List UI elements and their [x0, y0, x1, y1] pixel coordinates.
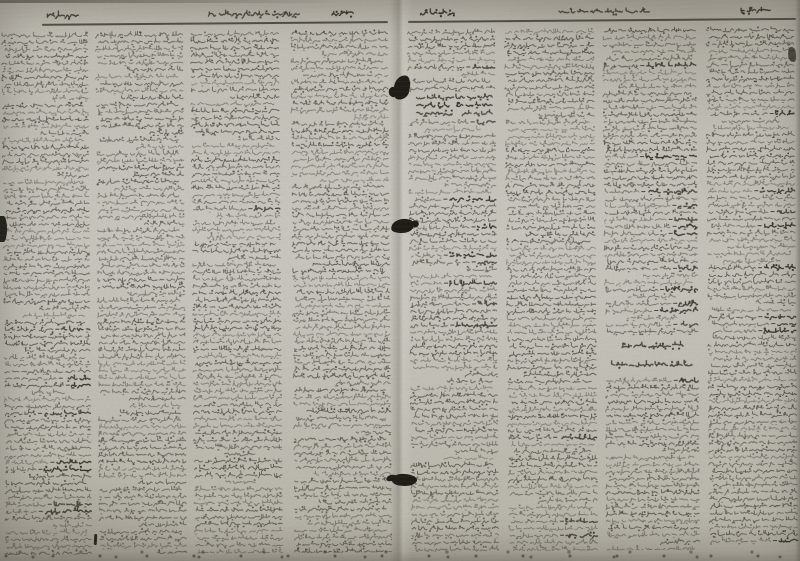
agenda-item-heading — [604, 337, 698, 376]
session-label-left — [44, 9, 79, 21]
text-column-c6 — [504, 27, 598, 551]
dash — [672, 268, 676, 269]
text-column-c5 — [407, 28, 499, 552]
dash — [560, 535, 564, 536]
dash — [758, 316, 762, 317]
page-label-left — [331, 6, 354, 18]
text-column-c8 — [705, 26, 798, 550]
dash — [47, 504, 51, 505]
dash — [757, 267, 761, 268]
dash — [640, 156, 644, 157]
dash — [654, 310, 658, 311]
text-column-c4 — [290, 29, 392, 553]
header-rule-right — [408, 18, 796, 23]
dash — [444, 283, 448, 284]
dash — [38, 413, 42, 414]
dash — [38, 511, 42, 512]
dash — [471, 226, 475, 227]
text-line — [411, 545, 499, 552]
dash — [641, 191, 645, 192]
dash — [470, 121, 474, 122]
dash — [443, 255, 447, 256]
dash — [471, 261, 475, 262]
signature-row — [416, 108, 493, 117]
text-line — [407, 84, 495, 92]
text-column-c1 — [1, 31, 92, 555]
dash — [673, 380, 677, 381]
dash — [55, 329, 59, 330]
dash — [640, 65, 644, 66]
dash — [58, 378, 62, 379]
dash — [553, 437, 557, 438]
dash — [757, 225, 761, 226]
scan-edge-shadow — [0, 0, 340, 3]
speaker-line — [709, 537, 798, 545]
text-line — [194, 548, 283, 554]
text-line — [604, 328, 698, 336]
text-line — [294, 547, 392, 553]
dash — [248, 208, 252, 209]
page-label-right — [740, 3, 771, 15]
text-line — [508, 545, 598, 551]
dash — [65, 385, 69, 386]
dash — [559, 521, 563, 522]
stray-ink-mark — [94, 534, 98, 545]
dash — [673, 324, 677, 325]
dash — [466, 66, 470, 67]
text-column-c7 — [602, 27, 700, 551]
dash — [769, 113, 773, 114]
dash — [472, 303, 476, 304]
text-line — [5, 549, 92, 555]
edge-ink-mark — [0, 216, 7, 242]
dash — [38, 469, 42, 470]
text-column-c3 — [190, 30, 283, 554]
signature-row — [416, 92, 493, 101]
signature-block — [408, 91, 496, 119]
dash — [450, 325, 454, 326]
dash — [673, 303, 677, 304]
text-column-c2 — [95, 31, 187, 555]
dash — [672, 226, 676, 227]
dash — [672, 205, 676, 206]
dash — [443, 199, 447, 200]
dash — [668, 219, 672, 220]
dash — [773, 540, 777, 541]
header-rule-left — [42, 21, 388, 26]
text-line — [606, 545, 700, 551]
dash — [660, 289, 664, 290]
text-line — [99, 549, 187, 555]
session-label-right — [420, 6, 455, 18]
dash — [758, 330, 762, 331]
dash — [770, 211, 774, 212]
dash — [50, 462, 54, 463]
dash — [754, 190, 758, 191]
dash — [668, 233, 672, 234]
gazette-title-right — [558, 4, 650, 17]
gazette-title-left — [208, 7, 300, 20]
dash — [771, 323, 775, 324]
